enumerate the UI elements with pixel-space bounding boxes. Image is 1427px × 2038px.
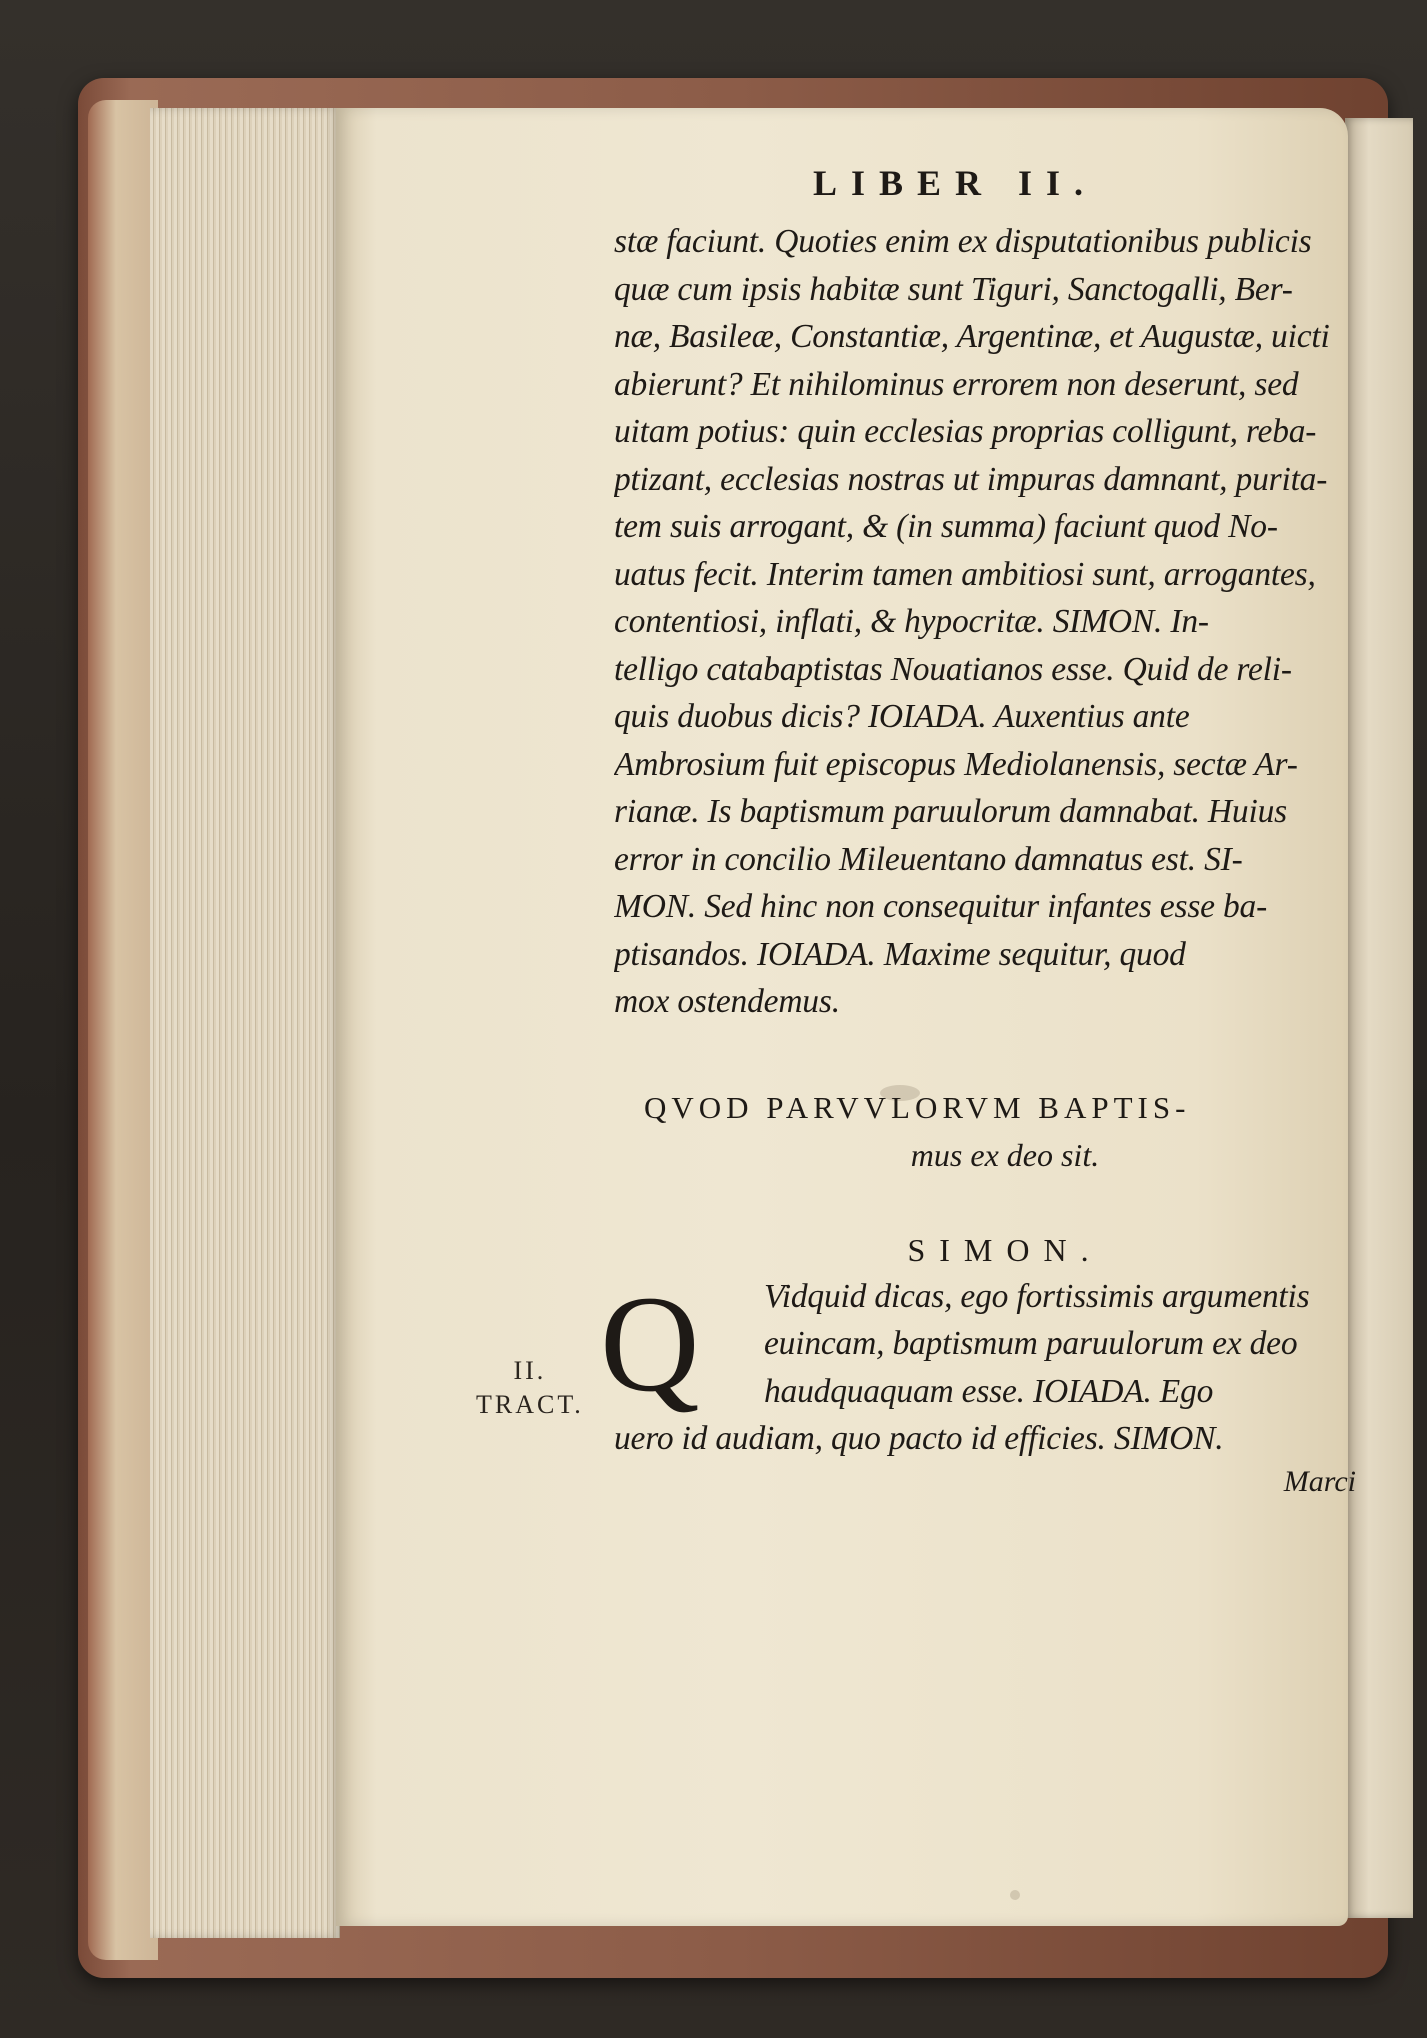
- text-line: MON. Sed hinc non consequitur infantes esse ba-: [614, 888, 1268, 925]
- initial-paragraph: [600, 1266, 1356, 1463]
- text-line: tem suis arrogant, & (in summa) faciunt quod No-: [614, 508, 1278, 545]
- text-line: rianæ. Is baptismum paruulorum damnabat. Huius: [614, 793, 1287, 830]
- text-line: uitam potius: quin ecclesias proprias colligunt, reba-: [614, 413, 1317, 450]
- catchword: Marci: [1283, 1464, 1356, 1498]
- section-subtitle: mus ex deo sit.: [910, 1136, 1100, 1173]
- drop-initial: Q: [600, 1266, 700, 1420]
- text-line: quæ cum ipsis habitæ sunt Tiguri, Sanctogalli, Ber-: [614, 270, 1293, 308]
- text-line: Vidquid dicas, ego fortissimis argumentis: [764, 1277, 1310, 1315]
- speaker-heading: SIMON.: [907, 1231, 1103, 1268]
- margin-note-number: II.: [513, 1356, 547, 1385]
- text-line: abierunt? Et nihilominus errorem non deserunt, sed: [614, 365, 1299, 403]
- text-line: uatus fecit. Interim tamen ambitiosi sunt, arrogantes,: [614, 555, 1316, 593]
- text-line: uero id audiam, quo pacto id efficies. SIMON.: [614, 1420, 1224, 1457]
- text-line: contentiosi, inflati, & hypocritæ. SIMON. In-: [614, 603, 1209, 640]
- text-block: [600, 150, 1356, 1499]
- text-line: error in concilio Mileuentano damnatus est. SI-: [614, 840, 1243, 878]
- margin-note-label: TRACT.: [476, 1390, 584, 1419]
- text-line: haudquaquam esse. IOIADA. Ego: [764, 1372, 1214, 1410]
- text-line: mox ostendemus.: [614, 983, 840, 1020]
- text-line: næ, Basileæ, Constantiæ, Argentinæ, et Augustæ, uicti: [614, 318, 1330, 355]
- text-line: quis duobus dicis? IOIADA. Auxentius ante: [614, 698, 1190, 735]
- book-spine-edge: [88, 100, 158, 1960]
- text-line: euincam, baptismum paruulorum ex deo: [764, 1325, 1298, 1362]
- section-title: QVOD PARVVLORVM BAPTIS-: [644, 1089, 1191, 1125]
- text-line: ptizant, ecclesias nostras ut impuras damnant, purita-: [614, 460, 1328, 498]
- body-text: [614, 218, 1356, 1026]
- text-line: stæ faciunt. Quoties enim ex disputationibus publicis: [614, 223, 1312, 260]
- running-header: LIBER II.: [812, 163, 1098, 203]
- text-line: Ambrosium fuit episcopus Mediolanensis, sectæ Ar-: [614, 745, 1298, 783]
- page-stack-edges: [150, 108, 340, 1938]
- text-line: ptisandos. IOIADA. Maxime sequitur, quod: [614, 935, 1186, 973]
- text-line: telligo catabaptistas Nouatianos esse. Quid de reli-: [614, 650, 1292, 688]
- margin-note: [476, 1354, 584, 1422]
- ink-speck: [1010, 1890, 1020, 1900]
